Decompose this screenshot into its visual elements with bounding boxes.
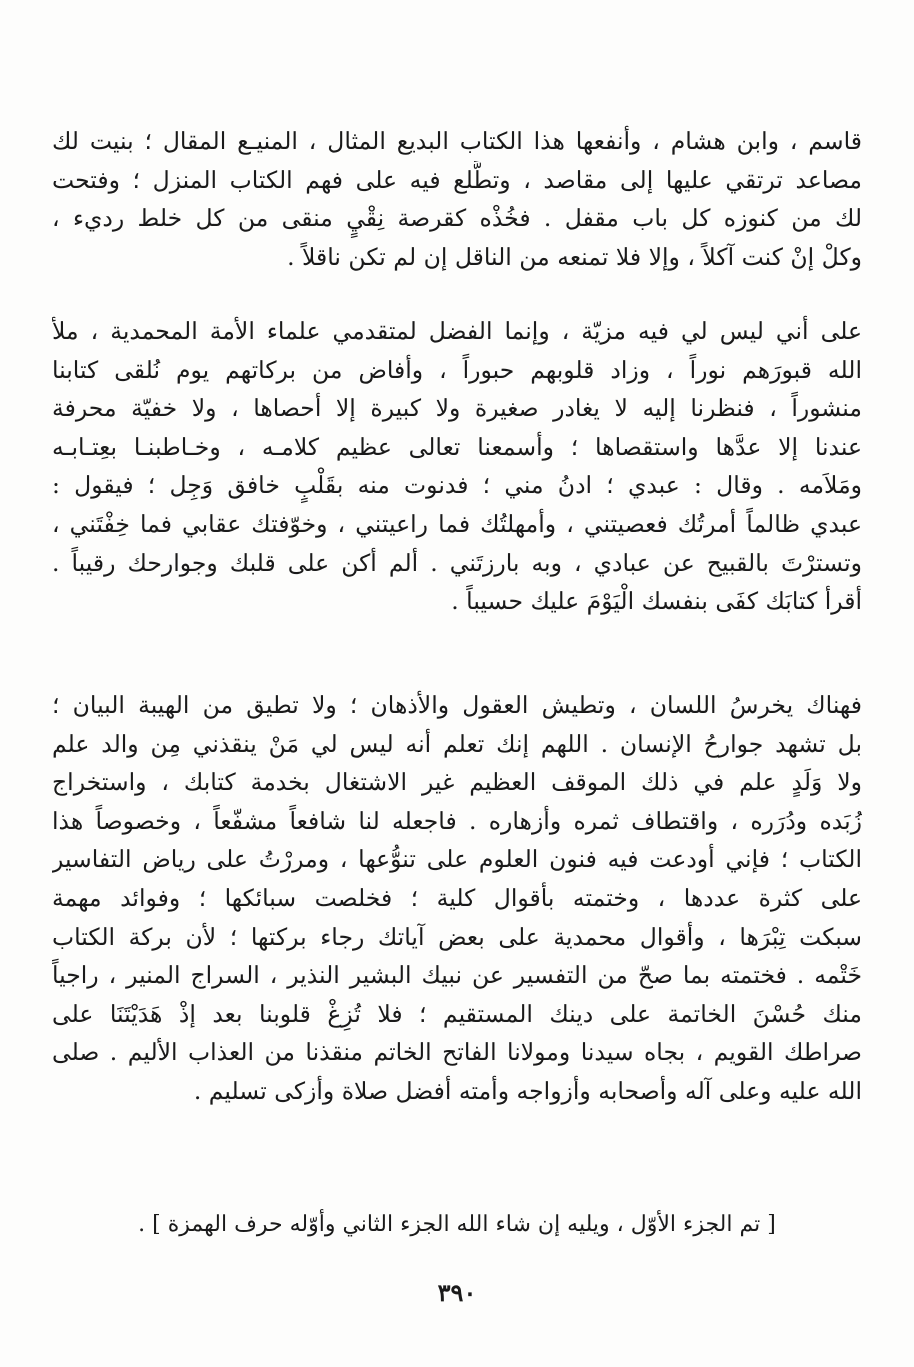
text-line: عبدي ظالماً أمرتُك فعصيتني ، وأمهلتُك فما راعيتني ، وخوّفتك عقابي فما خِفْتَني ،: [52, 509, 862, 538]
text-line: مصاعد ترتقي عليها إلى مقاصد ، وتطَّلع فيه على فهم الكتاب المنزل ؛ وفتحت: [52, 165, 862, 194]
text-line: زُبَده ودُرَره ، واقتطاف ثمره وأزهاره . فاجعله لنا شافعاً مشفّعاً ، وخصوصاً هذا: [52, 806, 862, 835]
text-line: الله قبورَهم نوراً ، وزاد قلوبهم حبوراً ، وأفاض من بركاتهم يوم نُلقى كتابنا: [52, 355, 862, 384]
text-line: الكتاب ؛ فإني أودعت فيه فنون العلوم على تنوُّعها ، ومررْتُ على رياض التفاسير: [52, 845, 862, 874]
text-line: لك من كنوزه كل باب مقفل . فخُذْه كقرصة نِقْيٍ منقى من كل خلط رديء ،: [52, 204, 862, 233]
text-line: ومَلاَمه . وقال : عبدي ؛ ادنُ مني ؛ فدنوت منه بقَلْبٍ خافق وَجِل ؛ فيقول :: [52, 471, 862, 500]
text-line: على كثرة عددها ، وختمته بأقوال كلية ؛ فخلصت سبائكها ؛ وفوائد مهمة: [52, 883, 862, 912]
text-line: فهناك يخرسُ اللسان ، وتطيش العقول والأذهان ؛ ولا تطيق من الهيبة البيان ؛: [52, 691, 862, 719]
closing-note: [ تم الجزء الأوّل ، ويليه إن شاء الله الجزء الثاني وأوّله حرف الهمزة ] .: [138, 1212, 776, 1237]
text-line: وكلْ إنْ كنت آكلاً ، وإلا فلا تمنعه من الناقل إن لم تكن ناقلاً .: [287, 242, 862, 271]
text-line: منشوراً ، فنظرنا إليه لا يغادر صغيرة ولا كبيرة إلا أحصاها ، ولا خفيّة محرفة: [52, 394, 862, 423]
paragraph-1: [52, 122, 862, 276]
text-line: ولا وَلَدٍ علم في ذلك الموقف العظيم غير الاشتغال بخدمة كتابك ، واستخراج: [52, 768, 862, 797]
paragraph-2: [52, 312, 862, 621]
text-line: وتسترْتَ بالقبيح عن عبادي ، وبه بارزتَني . ألم أكن على قلبك وجوارحك رقيباً .: [52, 548, 862, 577]
paragraph-3: [52, 686, 862, 1111]
page-number: ٣٩٠: [437, 1278, 477, 1307]
text-line: خَتْمه . فختمته بما صحّ من التفسير عن نبيك البشير النذير ، السراج المنير ، راجياً: [52, 961, 862, 990]
text-line: منك حُسْنَ الخاتمة على دينك المستقيم ؛ فلا تُزِغْ قلوبنا بعد إذْ هَدَيْتَنَا على: [52, 999, 862, 1028]
text-line: صراطك القويم ، بجاه سيدنا ومولانا الفاتح الخاتم منقذنا من العذاب الأليم . صلى: [52, 1038, 862, 1067]
text-line: بل تشهد جوارحُ الإنسان . اللهم إنك تعلم أنه ليس لي مَنْ ينقذني مِن والد علم: [52, 729, 862, 758]
text-line: الله عليه وعلى آله وأصحابه وأزواجه وأمته أفضل صلاة وأزكى تسليم .: [193, 1076, 862, 1105]
text-line: سبكت تِبْرَها ، وأقوال محمدية على بعض آياتك رجاء بركتها ؛ لأن بركة الكتاب: [52, 922, 862, 951]
text-line: على أني ليس لي فيه مزيّة ، وإنما الفضل لمتقدمي علماء الأمة المحمدية ، ملأ: [52, 317, 862, 345]
text-line: عندنا إلا عدَّها واستقصاها ؛ وأسمعنا تعالى عظيم كلامـه ، وخـاطبنـا بعِتـابـه: [52, 432, 862, 461]
text-line: قاسم ، وابن هشام ، وأنفعها هذا الكتاب البديع المثال ، المنيـع المقال ؛ بنيت لك: [52, 127, 862, 155]
text-line: أقرأ كتابَك كفَى بنفسك الْيَوْمَ عليك حسيباً .: [451, 587, 862, 616]
